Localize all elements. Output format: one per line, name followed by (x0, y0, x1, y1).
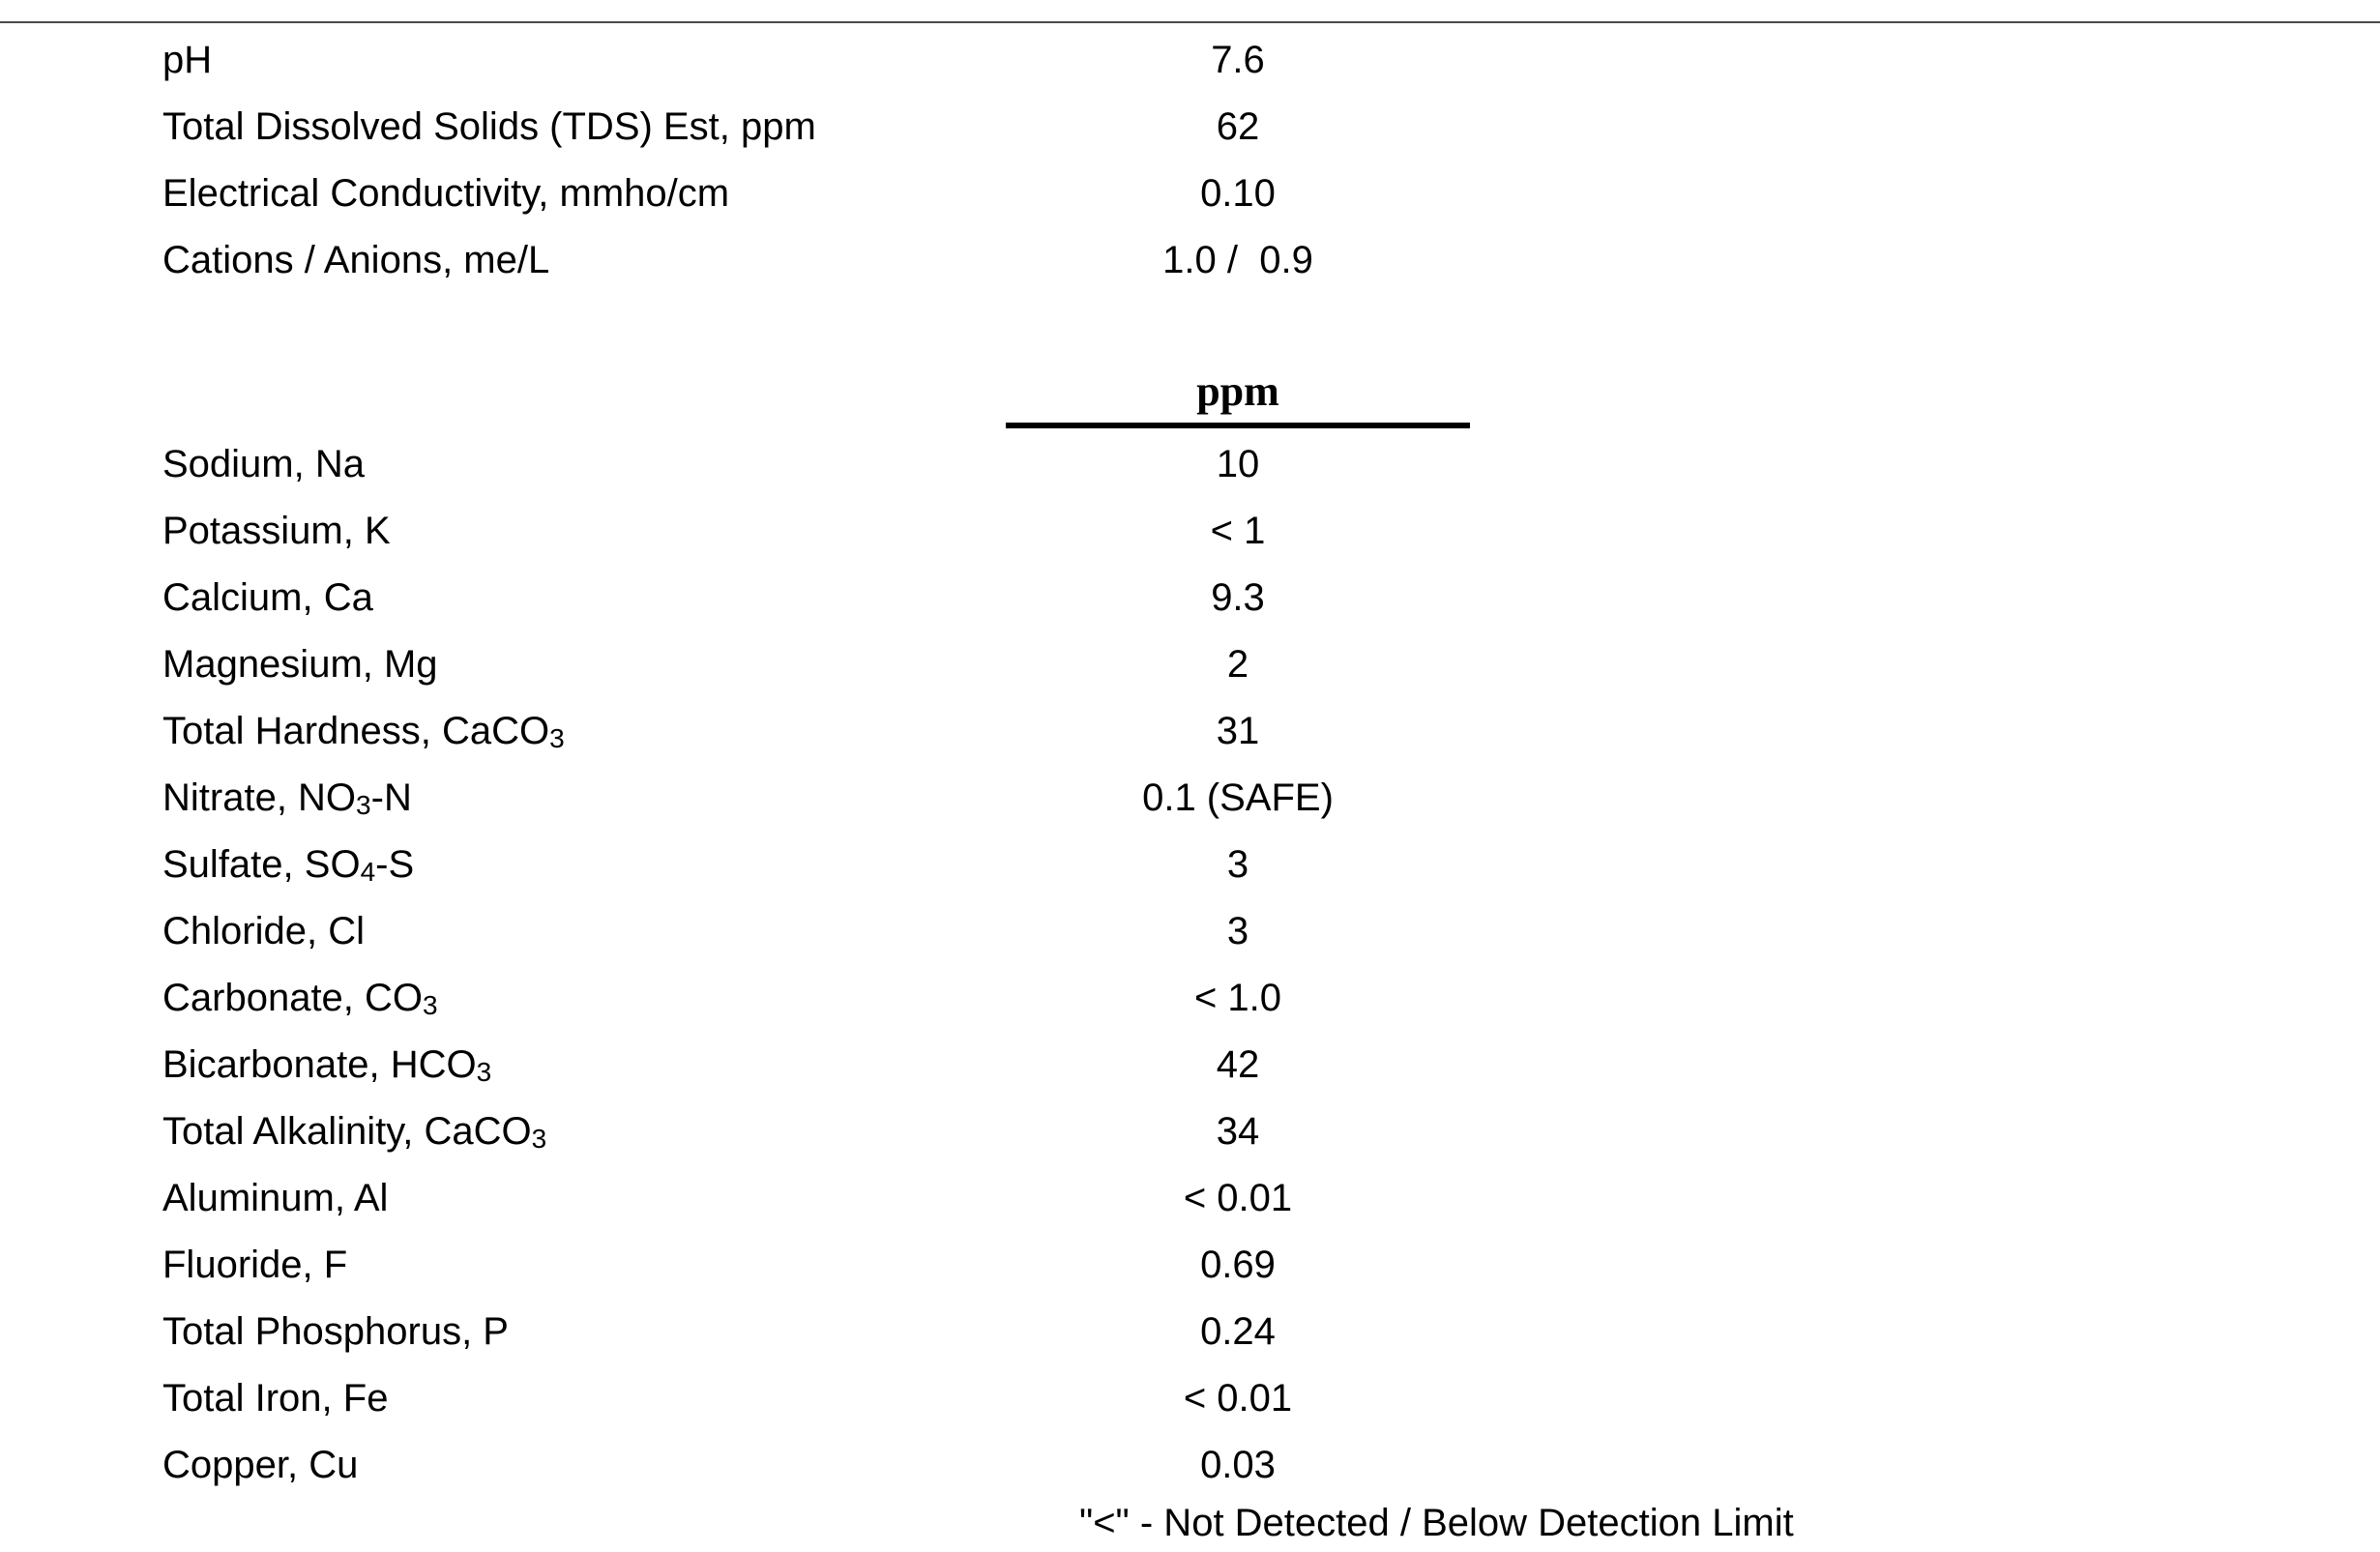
row-calcium (0, 569, 2380, 627)
unit-header-underline (1006, 423, 1470, 428)
parameter-label: pH (162, 39, 213, 81)
parameter-value: 62 (1216, 105, 1260, 148)
row-sulfate (0, 835, 2380, 893)
row-fluoride (0, 1236, 2380, 1294)
analyte-value: < 0.01 (1183, 1177, 1293, 1219)
analyte-value: 3 (1226, 843, 1249, 886)
analyte-label (162, 835, 414, 893)
analyte-value: 0.03 (1200, 1444, 1276, 1486)
label-subscript: 3 (549, 723, 565, 753)
row-tds (0, 98, 2380, 156)
analyte-label: Aluminum, Al (162, 1177, 389, 1219)
analyte-value: 0.24 (1200, 1310, 1276, 1353)
label-text: Total Alkalinity, CaCO (162, 1110, 532, 1153)
row-nitrate (0, 769, 2380, 827)
analyte-label: Calcium, Ca (162, 576, 373, 619)
row-potassium (0, 502, 2380, 560)
analyte-value: 31 (1216, 710, 1260, 752)
label-text: Nitrate, NO (162, 776, 357, 819)
row-chloride (0, 902, 2380, 960)
parameter-value: 1.0 / 0.9 (1162, 239, 1313, 281)
row-total-phosphorus (0, 1303, 2380, 1361)
label-suffix: -N (370, 776, 412, 819)
row-total-hardness (0, 702, 2380, 760)
parameter-value: 7.6 (1211, 39, 1265, 81)
row-carbonate (0, 969, 2380, 1027)
analyte-value: < 1.0 (1193, 977, 1282, 1019)
label-text: Total Hardness, CaCO (162, 710, 550, 752)
analyte-label: Magnesium, Mg (162, 643, 438, 686)
row-copper (0, 1436, 2380, 1494)
analyte-label (162, 969, 438, 1027)
row-conductivity (0, 164, 2380, 222)
analyte-value: < 0.01 (1183, 1377, 1293, 1420)
analyte-label: Potassium, K (162, 510, 391, 552)
analyte-label (162, 1102, 546, 1160)
analyte-value: 42 (1216, 1043, 1260, 1086)
analyte-label: Total Phosphorus, P (162, 1310, 509, 1353)
analyte-label: Fluoride, F (162, 1244, 348, 1286)
row-aluminum (0, 1169, 2380, 1227)
analyte-value: 0.69 (1200, 1244, 1276, 1286)
analyte-value: < 1 (1210, 510, 1266, 552)
label-subscript: 4 (360, 857, 376, 887)
analyte-label: Copper, Cu (162, 1444, 359, 1486)
label-subscript: 3 (531, 1124, 547, 1154)
parameter-value: 0.10 (1200, 172, 1276, 215)
row-cations-anions (0, 231, 2380, 289)
label-subscript: 3 (476, 1057, 492, 1087)
row-ph (0, 31, 2380, 89)
row-total-alkalinity (0, 1102, 2380, 1160)
analyte-label: Chloride, Cl (162, 910, 365, 952)
parameter-label: Total Dissolved Solids (TDS) Est, ppm (162, 105, 816, 148)
top-divider (0, 21, 2380, 23)
label-subscript: 3 (356, 790, 371, 820)
label-subscript: 3 (423, 990, 438, 1020)
analyte-value: 3 (1226, 910, 1249, 952)
row-magnesium (0, 635, 2380, 693)
analyte-value: 34 (1216, 1110, 1260, 1153)
label-suffix: -S (375, 843, 415, 886)
unit-header: ppm (1196, 367, 1279, 415)
analyte-label: Sodium, Na (162, 443, 365, 485)
analyte-label (162, 1036, 491, 1094)
analyte-label (162, 702, 565, 760)
analyte-value: 9.3 (1211, 576, 1265, 619)
detection-limit-footnote: "<" - Not Detected / Below Detection Limit (1079, 1502, 1794, 1544)
parameter-label: Cations / Anions, me/L (162, 239, 550, 281)
label-text: Carbonate, CO (162, 977, 424, 1019)
label-text: Bicarbonate, HCO (162, 1043, 477, 1086)
row-sodium (0, 435, 2380, 493)
analyte-label (162, 769, 412, 827)
parameter-label: Electrical Conductivity, mmho/cm (162, 172, 730, 215)
label-text: Sulfate, SO (162, 843, 361, 886)
row-bicarbonate (0, 1036, 2380, 1094)
analyte-value: 0.1 (SAFE) (1142, 776, 1334, 819)
analyte-value: 10 (1216, 443, 1260, 485)
analyte-value: 2 (1226, 643, 1249, 686)
analyte-label: Total Iron, Fe (162, 1377, 389, 1420)
row-total-iron (0, 1369, 2380, 1427)
